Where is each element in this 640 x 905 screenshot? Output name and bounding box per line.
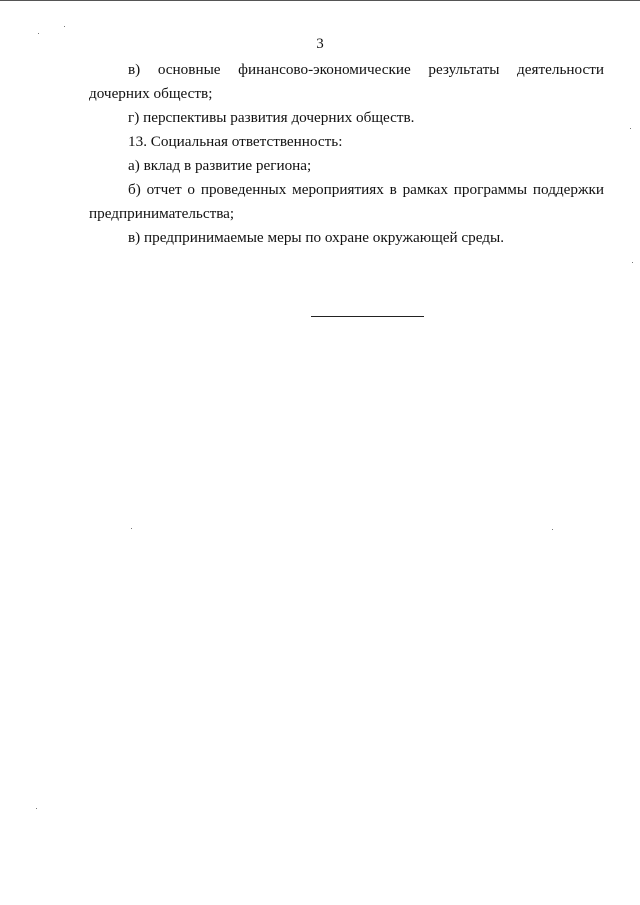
paragraph-development-prospects: г) перспективы развития дочерних обществ. [128,109,415,126]
scan-artifact [36,808,37,809]
paragraph-entrepreneurship-report-continuation [89,202,604,226]
paragraph-line: в) основные финансово-экономические результаты деятельности [128,61,604,78]
paragraph-financial-results-continuation [89,82,604,106]
scan-artifact [632,262,633,263]
page-number: 3 [316,36,324,52]
paragraph-line: б) отчет о проведенных мероприятиях в рамках программы поддержки [128,181,604,198]
scan-top-border [0,0,640,1]
paragraph-line: дочерних обществ; [89,85,213,102]
end-of-document-line [311,316,424,317]
document-body [89,58,604,250]
scan-artifact [552,529,553,530]
paragraph-line: предпринимательства; [89,205,235,222]
scan-artifact [131,528,132,529]
paragraph-financial-results [89,58,604,82]
paragraph-regional-contribution: а) вклад в развитие региона; [128,157,312,174]
section-heading-social-responsibility: 13. Социальная ответственность: [128,133,343,150]
paragraph-environmental-measures: в) предпринимаемые меры по охране окружающей среды. [128,229,505,246]
scan-artifact [630,128,631,129]
paragraph-entrepreneurship-report [89,178,604,202]
scan-artifact [64,26,65,27]
